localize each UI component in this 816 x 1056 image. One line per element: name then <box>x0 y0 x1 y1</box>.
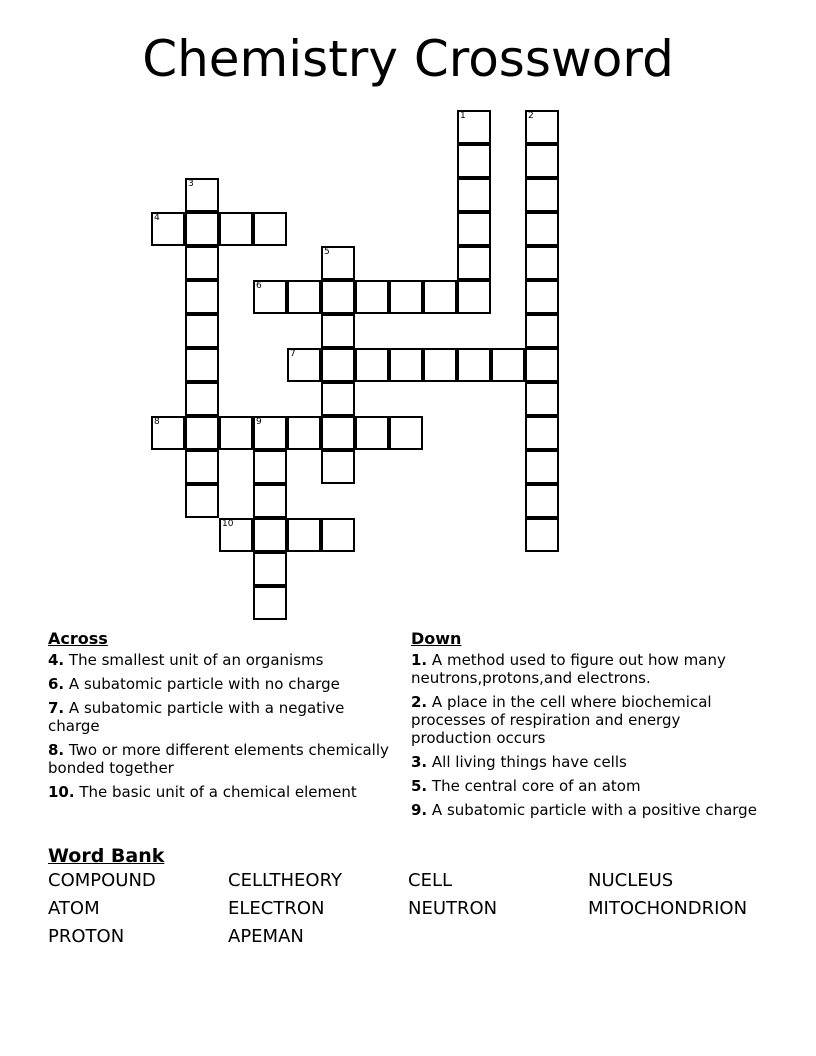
crossword-cell[interactable] <box>525 280 559 314</box>
clue-number: 6. <box>48 675 65 693</box>
crossword-cell[interactable] <box>355 416 389 450</box>
crossword-cell[interactable] <box>389 416 423 450</box>
crossword-cell[interactable] <box>185 382 219 416</box>
crossword-cell[interactable] <box>457 280 491 314</box>
crossword-cell[interactable] <box>253 450 287 484</box>
crossword-cell[interactable] <box>185 416 219 450</box>
clue-number-label: 5 <box>324 247 330 257</box>
clue-number-label: 8 <box>154 417 160 427</box>
clue-text: A subatomic particle with a positive charge <box>431 801 757 819</box>
clue-number-label: 4 <box>154 213 160 223</box>
crossword-cell[interactable] <box>219 212 253 246</box>
crossword-cell[interactable] <box>491 348 525 382</box>
crossword-cell[interactable] <box>457 212 491 246</box>
down-header: Down <box>411 629 462 648</box>
crossword-cell[interactable] <box>253 280 287 314</box>
crossword-cell[interactable] <box>321 518 355 552</box>
crossword-cell[interactable] <box>253 212 287 246</box>
word-bank-item: APEMAN <box>228 926 304 947</box>
crossword-cell[interactable] <box>185 484 219 518</box>
crossword-cell[interactable] <box>185 348 219 382</box>
clue-number: 10. <box>48 783 75 801</box>
clue-number: 4. <box>48 651 65 669</box>
crossword-cell[interactable] <box>525 314 559 348</box>
clue-text: A subatomic particle with no charge <box>68 675 340 693</box>
crossword-cell[interactable] <box>151 416 185 450</box>
clue-text: A method used to figure out how many neutrons,protons,and electrons. <box>411 651 726 687</box>
crossword-cell[interactable] <box>321 314 355 348</box>
crossword-cell[interactable] <box>253 518 287 552</box>
crossword-cell[interactable] <box>457 348 491 382</box>
crossword-cell[interactable] <box>253 416 287 450</box>
across-clues <box>48 630 398 807</box>
crossword-cell[interactable] <box>525 144 559 178</box>
crossword-cell[interactable] <box>321 246 355 280</box>
crossword-cell[interactable] <box>219 416 253 450</box>
word-bank-item: COMPOUND <box>48 870 156 891</box>
word-bank-item: CELLTHEORY <box>228 870 342 891</box>
clue-text: All living things have cells <box>431 753 627 771</box>
crossword-cell[interactable] <box>355 348 389 382</box>
crossword-cell[interactable] <box>287 416 321 450</box>
crossword-cell[interactable] <box>321 280 355 314</box>
clue-down-9 <box>411 801 761 819</box>
crossword-cell[interactable] <box>287 348 321 382</box>
crossword-cell[interactable] <box>525 178 559 212</box>
clue-down-1 <box>411 651 761 687</box>
clue-number: 7. <box>48 699 65 717</box>
word-bank-item: PROTON <box>48 926 125 947</box>
clue-across-10 <box>48 783 398 801</box>
crossword-cell[interactable] <box>457 178 491 212</box>
crossword-cell[interactable] <box>355 280 389 314</box>
clue-number: 2. <box>411 693 428 711</box>
crossword-cell[interactable] <box>321 348 355 382</box>
word-bank <box>48 845 788 949</box>
crossword-cell[interactable] <box>525 416 559 450</box>
crossword-cell[interactable] <box>185 450 219 484</box>
crossword-cell[interactable] <box>525 382 559 416</box>
clue-text: A place in the cell where biochemical processes of respiration and energy production occurs <box>411 693 712 747</box>
crossword-cell[interactable] <box>525 518 559 552</box>
crossword-cell[interactable] <box>321 416 355 450</box>
crossword-cell[interactable] <box>185 212 219 246</box>
crossword-cell[interactable] <box>457 144 491 178</box>
clue-number-label: 9 <box>256 417 262 427</box>
word-bank-item: CELL <box>408 870 452 891</box>
clue-down-3 <box>411 753 761 771</box>
clue-number-label: 6 <box>256 281 262 291</box>
clue-number-label: 2 <box>528 111 534 121</box>
across-header: Across <box>48 629 108 648</box>
clue-down-5 <box>411 777 761 795</box>
crossword-cell[interactable] <box>253 586 287 620</box>
clue-across-6 <box>48 675 398 693</box>
clue-number-label: 7 <box>290 349 296 359</box>
crossword-cell[interactable] <box>185 178 219 212</box>
down-clues <box>411 630 761 825</box>
word-bank-item: NUCLEUS <box>588 870 674 891</box>
word-bank-item: NEUTRON <box>408 898 498 919</box>
clue-across-7 <box>48 699 398 735</box>
word-bank-item: MITOCHONDRION <box>588 898 748 919</box>
clue-across-4 <box>48 651 398 669</box>
crossword-cell[interactable] <box>525 484 559 518</box>
clue-text: A subatomic particle with a negative charge <box>48 699 345 735</box>
clue-text: The central core of an atom <box>431 777 641 795</box>
crossword-cell[interactable] <box>253 484 287 518</box>
crossword-cell[interactable] <box>389 280 423 314</box>
crossword-cell[interactable] <box>525 246 559 280</box>
clue-text: The basic unit of a chemical element <box>79 783 357 801</box>
clue-number-label: 1 <box>460 111 466 121</box>
crossword-cell[interactable] <box>423 280 457 314</box>
crossword-cell[interactable] <box>525 348 559 382</box>
clue-text: Two or more different elements chemically bonded together <box>48 741 389 777</box>
clue-number: 8. <box>48 741 65 759</box>
crossword-cell[interactable] <box>321 450 355 484</box>
crossword-cell[interactable] <box>287 518 321 552</box>
crossword-cell[interactable] <box>525 450 559 484</box>
crossword-cell[interactable] <box>525 110 559 144</box>
clue-number: 1. <box>411 651 428 669</box>
clue-across-8 <box>48 741 398 777</box>
clue-number-label: 3 <box>188 179 194 189</box>
crossword-cell[interactable] <box>457 246 491 280</box>
clue-down-2 <box>411 693 761 747</box>
crossword-cell[interactable] <box>389 348 423 382</box>
crossword-cell[interactable] <box>253 552 287 586</box>
word-bank-item: ATOM <box>48 898 100 919</box>
crossword-cell[interactable] <box>185 246 219 280</box>
clue-number: 5. <box>411 777 428 795</box>
clue-text: The smallest unit of an organisms <box>68 651 324 669</box>
page-title: Chemistry Crossword <box>142 30 674 88</box>
crossword-cell[interactable] <box>423 348 457 382</box>
crossword-cell[interactable] <box>287 280 321 314</box>
crossword-cell[interactable] <box>185 314 219 348</box>
crossword-cell[interactable] <box>185 280 219 314</box>
clue-number-label: 10 <box>222 519 234 529</box>
clue-number: 9. <box>411 801 428 819</box>
clue-number: 3. <box>411 753 428 771</box>
word-bank-list <box>48 869 788 949</box>
crossword-cell[interactable] <box>457 110 491 144</box>
word-bank-item: ELECTRON <box>228 898 325 919</box>
crossword-cell[interactable] <box>219 518 253 552</box>
crossword-cell[interactable] <box>321 382 355 416</box>
crossword-cell[interactable] <box>525 212 559 246</box>
word-bank-header: Word Bank <box>48 845 165 867</box>
crossword-cell[interactable] <box>151 212 185 246</box>
